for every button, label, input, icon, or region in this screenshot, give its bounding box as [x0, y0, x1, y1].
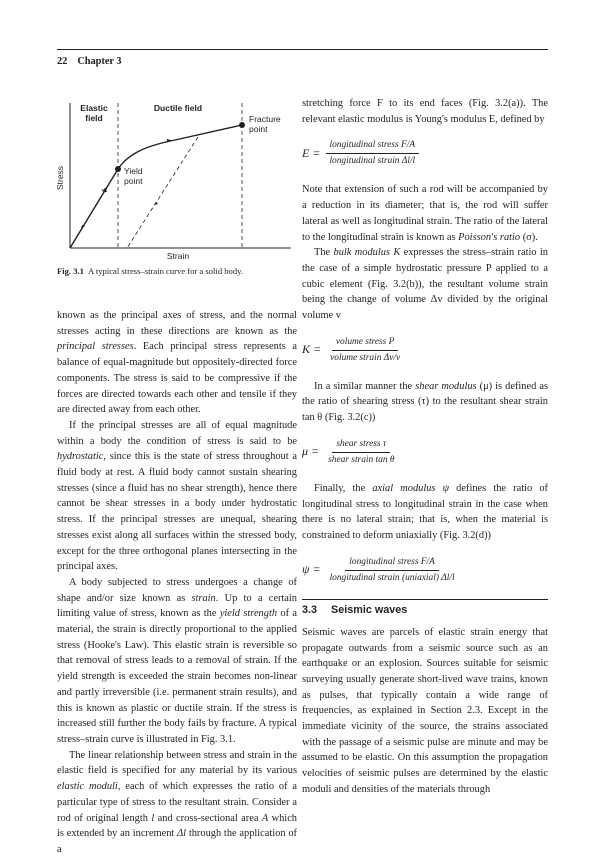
equation-shear-modulus: μ = $\frac{\text{shear stress τ}}{\text{shear strain tan θ}}$	[302, 438, 395, 465]
left-column	[57, 308, 297, 858]
svg-text:Fracture: Fracture	[249, 114, 281, 124]
figure-caption	[57, 266, 297, 276]
paragraph: Note that extension of such a rod will be accompanied by a reduction in its diameter; that is, the rod will suffer lateral as well as longitudinal strain. The ratio of the lateral to the longitudinal strain is known as Poisson's ratio (σ).	[302, 184, 548, 243]
paragraph: In a similar manner the shear modulus (μ) is defined as the ratio of shearing stress (τ) to the resultant shear strain tan θ (Fig. 3.2(c))	[302, 380, 549, 424]
section-rule	[302, 599, 548, 601]
figure-label: Fig. 3.1	[57, 266, 84, 276]
chapter-title: Chapter 3	[77, 56, 122, 67]
paragraph: A body subjected to stress undergoes a change of shape and/or size known as strain. Up to a certain limiting value of stress, known as the yield strength of a material, the strain is directly proportional to the applied stress (Hooke's Law). This elastic strain is reversible so that removal of stress leads to a removal of strain. If the yield strength is exceeded the strain becomes non-linear and partly irreversible (i.e. permanent strain results), and this is known as plastic or ductile strain. If the stress is increased still further the body fails by fracture. A typical stress–strain curve is illustrated in Fig. 3.1.	[57, 576, 297, 745]
running-head	[57, 56, 121, 67]
paragraph: The linear relationship between stress and strain in the elastic field is specified for any material by its various elastic moduli, each of which expresses the ratio of a particular type of stress to the resultant strain. Consider a rod of original length l and cross-sectional area A which is extended by an increment Δl through the application of a	[57, 749, 298, 855]
paragraph: stretching force F to its end faces (Fig. 3.2(a)). The relevant elastic modulus is Young's modulus E, defined by	[302, 98, 548, 125]
section-heading	[302, 603, 548, 619]
yield-point-marker	[115, 166, 121, 172]
svg-text:Stress: Stress	[55, 165, 65, 191]
section-number: 3.3	[302, 604, 318, 617]
page-number: 22	[57, 56, 68, 67]
paragraph: Finally, the axial modulus ψ defines the ratio of longitudinal stress to longitudinal strain in the case when there is no lateral strain; that is, when the material is constrained to deform uniaxially (Fig. 3.2(d))	[302, 482, 548, 541]
header-rule	[57, 49, 548, 50]
equation-bulk-modulus: K = $\frac{\text{volume stress P}}{\text{volume strain Δv/v}}$	[302, 336, 401, 363]
equation-axial-modulus: ψ = $\frac{\text{longitudinal stress F/A}}{\text{longitudinal strain (uniaxial) Δl/l}}$	[302, 556, 455, 583]
paragraph: If the principal stresses are all of equal magnitude within a body the condition of stress is said to be hydrostatic, since this is the state of stress throughout a fluid body at rest. A fluid body cannot sustain shearing stresses (since a fluid has no shear strength), hence there cannot be shear stresses in a body under hydrostatic stress. If the principal stresses are unequal, shearing stresses exist along all surfaces within the stressed body, except for the three orthogonal planes intersecting in the principal axes.	[57, 419, 297, 573]
paragraph: Seismic waves are parcels of elastic strain energy that propagate outwards from a seismic source such as an earthquake or an explosion. Sources suitable for seismic surveying usually generate short-lived wave trains, known as pulses, that typically contain a wide range of frequencies, as explained in Section 2.3. Except in the immediate vicinity of the source, the strains associated with the passage of a seismic pulse are minute and may be assumed to be elastic. On this assumption the propagation velocities of seismic pulses are determined by the elastic moduli and densities of the materials through	[302, 626, 548, 795]
figure-caption-text: A typical stress–strain curve for a solid body.	[87, 266, 244, 276]
svg-text:Strain: Strain	[166, 251, 190, 261]
svg-text:point: point	[124, 176, 143, 186]
paragraph: The bulk modulus K expresses the stress–strain ratio in the case of a simple hydrostatic pressure P applied to a cubic element (Fig. 3.2(b)), the resultant volume strain being the change of volume Δv divided by the original volume v	[302, 247, 548, 322]
svg-text:field: field	[85, 113, 103, 123]
svg-text:Ductile field: Ductile field	[153, 103, 203, 113]
stress-strain-figure	[55, 95, 300, 270]
svg-text:point: point	[249, 124, 268, 134]
section-title: Seismic waves	[331, 604, 408, 617]
right-column	[302, 96, 548, 798]
paragraph: known as the principal axes of stress, and the normal stresses acting in these directions are known as the principal stresses. Each principal stress represents a balance of equal-magnitude but oppositely-directed force components. The stress is said to be compressive if the forces are directed towards each other and tensile if they are directed away from each other.	[57, 310, 298, 416]
fracture-point-marker	[239, 122, 245, 128]
equation-youngs-modulus: E = $\frac{\text{longitudinal stress F/A}}{\text{longitudinal strain Δl/l}}$	[302, 139, 548, 168]
svg-text:Yield: Yield	[124, 166, 143, 176]
svg-text:Elastic: Elastic	[80, 103, 108, 113]
